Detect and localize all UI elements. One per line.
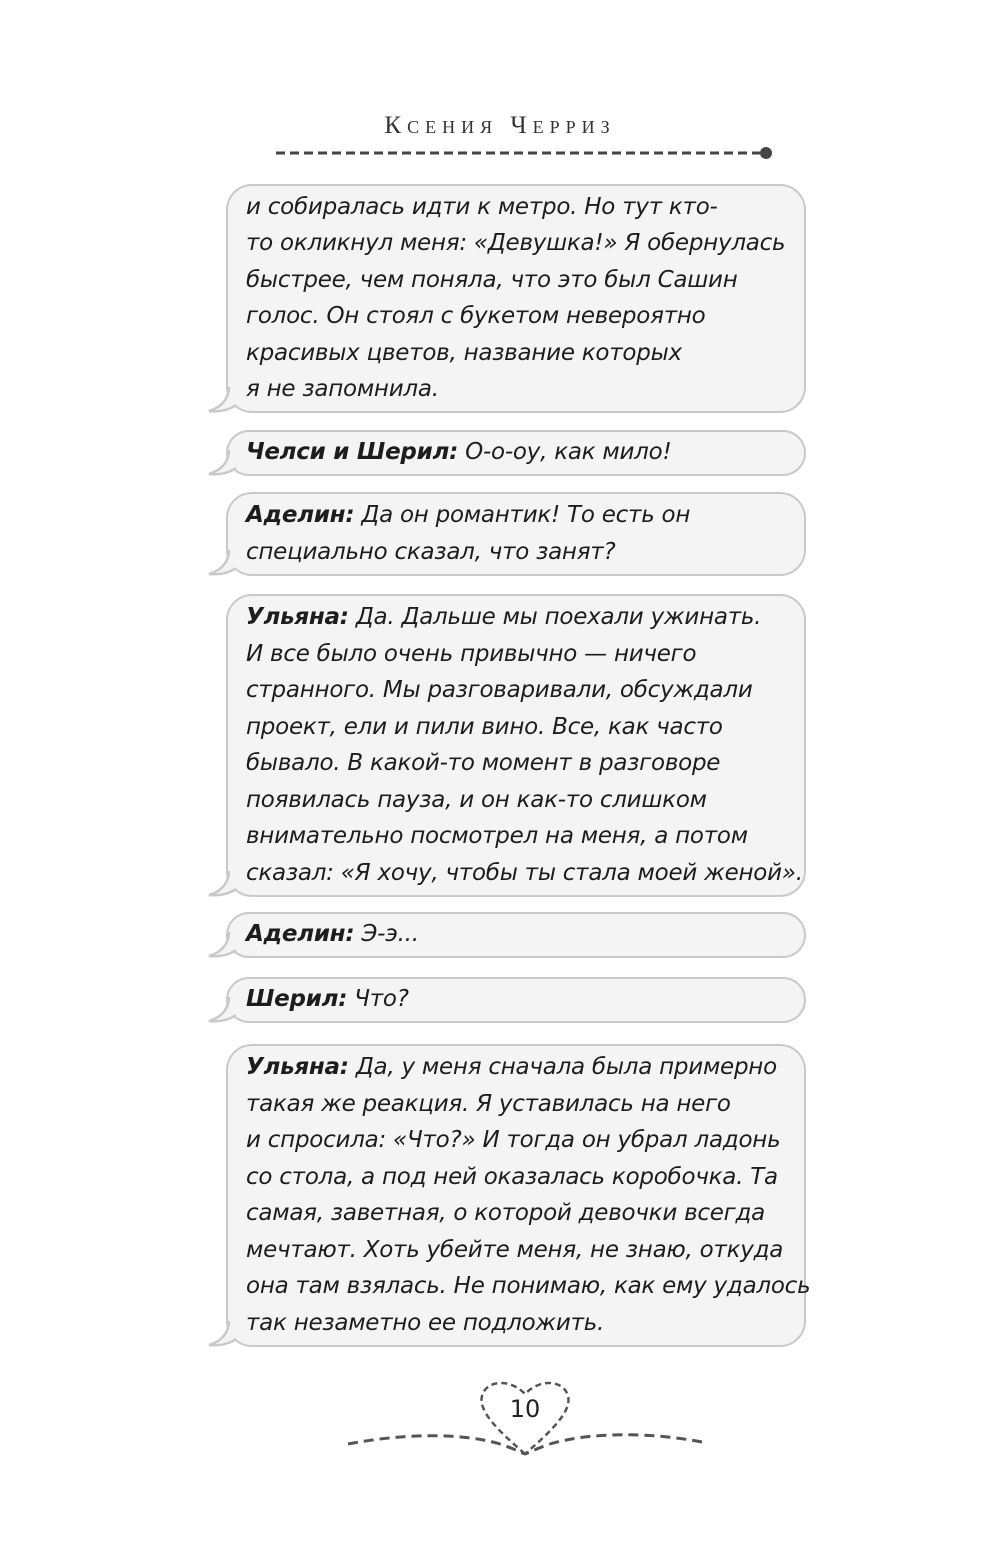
message-line bbox=[246, 1122, 792, 1159]
message-line bbox=[246, 782, 792, 819]
message-text: так незаметно ее подложить. bbox=[246, 1309, 605, 1336]
message-bubble bbox=[226, 492, 806, 576]
message-line bbox=[246, 335, 792, 372]
message-line bbox=[246, 1232, 792, 1269]
message-text: и собиралась идти к метро. Но тут кто- bbox=[246, 193, 718, 220]
running-header-author: Ксения Черриз bbox=[384, 112, 616, 139]
message-line bbox=[246, 1268, 811, 1305]
message-text: быстрее, чем поняла, что это был Сашин bbox=[246, 266, 738, 293]
message-bubble bbox=[226, 430, 806, 476]
message-line bbox=[246, 636, 792, 673]
message-text: Да. Дальше мы поехали ужинать. bbox=[355, 604, 762, 630]
message-bubble bbox=[226, 594, 806, 897]
header-dashed-rule bbox=[272, 143, 778, 163]
message-text: я не запомнила. bbox=[246, 376, 439, 402]
message-text: красивых цветов, название которых bbox=[246, 339, 682, 366]
message-text: Э-э... bbox=[361, 921, 419, 948]
message-text: и спросила: «Что?» И тогда он убрал ладонь bbox=[246, 1127, 781, 1153]
message-text: И все было очень привычно — ничего bbox=[246, 640, 697, 667]
message-line bbox=[246, 981, 792, 1018]
message-line bbox=[246, 855, 803, 892]
message-line bbox=[246, 189, 792, 226]
message-text: Да он романтик! То есть он bbox=[361, 502, 691, 528]
message-line bbox=[246, 1195, 792, 1232]
speaker-name: Аделин: bbox=[246, 921, 355, 948]
message-bubble bbox=[226, 912, 806, 958]
message-line bbox=[246, 672, 792, 709]
bubble-tail bbox=[207, 995, 237, 1023]
message-text: такая же реакция. Я уставилась на него bbox=[246, 1090, 731, 1117]
message-bubble bbox=[226, 1044, 811, 1347]
message-line bbox=[246, 225, 792, 262]
message-text: бывало. В какой-то момент в разговоре bbox=[246, 750, 721, 776]
message-text: проект, ели и пили вино. Все, как часто bbox=[246, 713, 723, 740]
message-text: странного. Мы разговаривали, обсуждали bbox=[246, 677, 753, 703]
bubble-tail bbox=[207, 385, 237, 413]
message-text: самая, заветная, о которой девочки всегда bbox=[246, 1200, 766, 1226]
bubble-tail bbox=[207, 1319, 237, 1347]
message-text: сказал: «Я хочу, чтобы ты стала моей женой». bbox=[246, 859, 803, 886]
message-text: внимательно посмотрел на меня, а потом bbox=[246, 823, 748, 849]
message-bubble bbox=[226, 977, 806, 1023]
message-text: мечтают. Хоть убейте меня, не знаю, откуда bbox=[246, 1236, 784, 1263]
message-line bbox=[246, 818, 792, 855]
message-line bbox=[246, 916, 792, 953]
message-text: появилась пауза, и он как-то слишком bbox=[246, 786, 707, 813]
message-text: со стола, а под ней оказалась коробочка. Та bbox=[246, 1163, 778, 1190]
message-line bbox=[246, 434, 792, 471]
message-line bbox=[246, 497, 792, 534]
message-line bbox=[246, 534, 792, 571]
message-line bbox=[246, 1159, 792, 1196]
bubble-tail bbox=[207, 448, 237, 476]
message-bubble bbox=[226, 184, 806, 413]
speaker-name: Аделин: bbox=[246, 502, 355, 528]
message-text: О-о-оу, как мило! bbox=[465, 439, 672, 466]
message-text: Что? bbox=[354, 986, 409, 1013]
message-line bbox=[246, 371, 792, 408]
page-number: 10 bbox=[509, 1395, 541, 1423]
bubble-tail bbox=[207, 930, 237, 958]
message-text: специально сказал, что занят? bbox=[246, 538, 616, 565]
message-text: она там взялась. Не понимаю, как ему удалось bbox=[246, 1273, 811, 1299]
message-line bbox=[246, 709, 792, 746]
speaker-name: Ульяна: bbox=[246, 1054, 349, 1080]
speaker-name: Ульяна: bbox=[246, 604, 349, 630]
speaker-name: Челси и Шерил: bbox=[246, 439, 459, 466]
message-line bbox=[246, 262, 792, 299]
message-line bbox=[246, 1305, 792, 1342]
bubble-tail bbox=[207, 869, 237, 897]
message-line bbox=[246, 1049, 792, 1086]
speaker-name: Шерил: bbox=[246, 986, 348, 1013]
message-line bbox=[246, 599, 792, 636]
message-line bbox=[246, 745, 792, 782]
bubble-tail bbox=[207, 548, 237, 576]
message-text: то окликнул меня: «Девушка!» Я обернулась bbox=[246, 230, 786, 256]
message-line bbox=[246, 1086, 792, 1123]
message-text: голос. Он стоял с букетом невероятно bbox=[246, 303, 706, 329]
message-text: Да, у меня сначала была примерно bbox=[355, 1054, 777, 1080]
message-line bbox=[246, 298, 792, 335]
